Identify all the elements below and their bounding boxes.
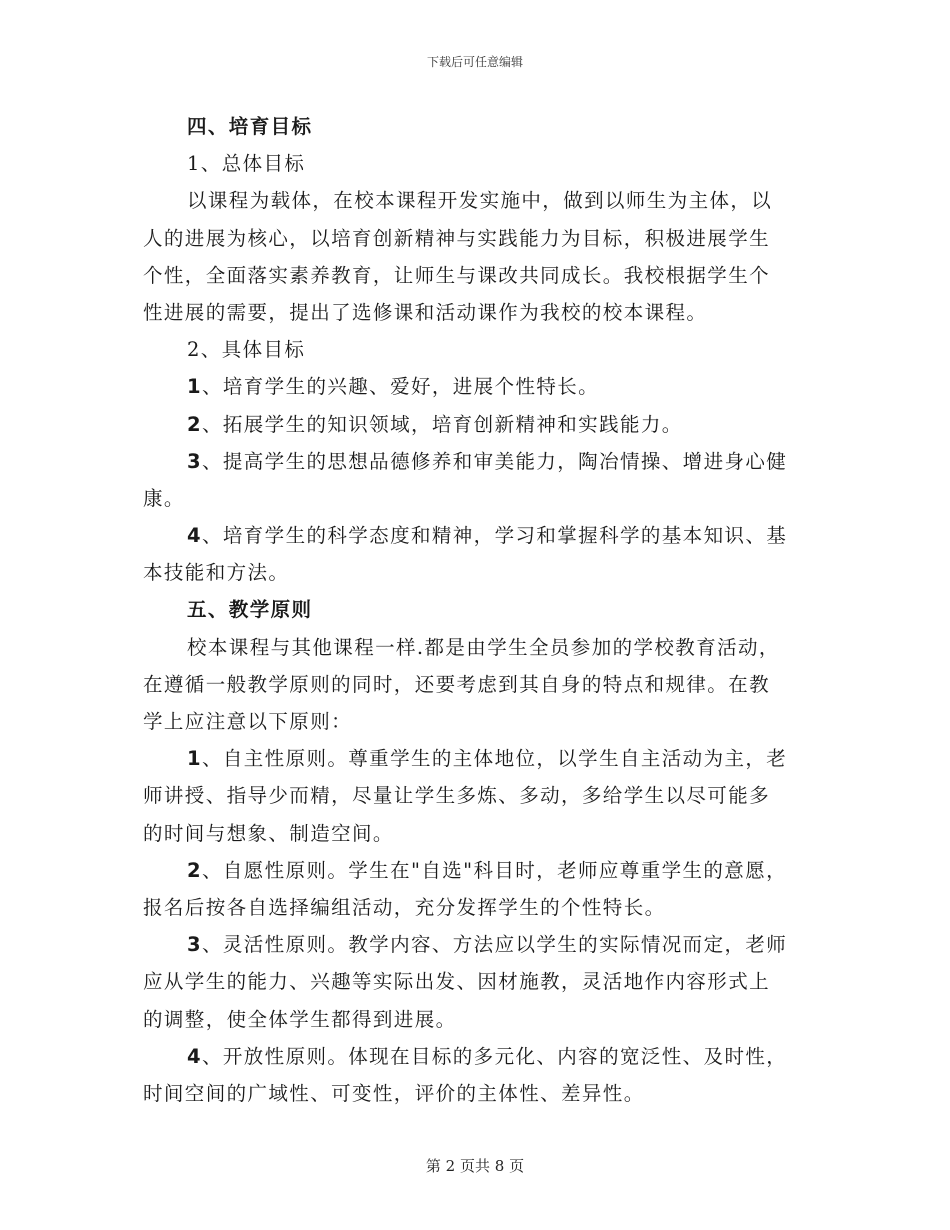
section-heading bbox=[143, 591, 811, 628]
paragraph-line bbox=[143, 1075, 811, 1112]
list-number: 3 bbox=[187, 933, 202, 957]
line-text: 学上应注意以下原则： bbox=[143, 710, 353, 733]
paragraph-line bbox=[143, 963, 811, 1000]
line-text: 个性，全面落实素养教育，让师生与课改共同成长。我校根据学生个 bbox=[143, 263, 771, 287]
line-text: 的调整，使全体学生都得到进展。 bbox=[143, 1007, 457, 1031]
paragraph-line bbox=[143, 889, 811, 926]
paragraph-line bbox=[143, 294, 811, 331]
paragraph-line bbox=[143, 368, 811, 405]
page-header: 下载后可任意编辑 bbox=[426, 55, 523, 69]
paragraph-line bbox=[143, 666, 811, 703]
line-text: 、培育学生的兴趣、爱好，进展个性特长。 bbox=[201, 375, 600, 399]
paragraph-line bbox=[143, 1001, 811, 1038]
line-text: 以课程为载体，在校本课程开发实施中，做到以师生为主体，以 bbox=[187, 189, 773, 213]
paragraph-line bbox=[143, 220, 811, 257]
document-body bbox=[143, 108, 811, 1112]
list-number: 1 bbox=[187, 375, 202, 399]
paragraph-line bbox=[143, 406, 811, 443]
line-text: 、自主性原则。尊重学生的主体地位，以学生自主活动为主，老 bbox=[201, 747, 788, 771]
line-text: 性进展的需要，提出了选修课和活动课作为我校的校本课程。 bbox=[143, 300, 708, 324]
line-text: 五、教学原则 bbox=[187, 598, 313, 622]
line-text: 报名后按各自选择编组活动，充分发挥学生的个性特长。 bbox=[143, 895, 666, 919]
paragraph-line bbox=[143, 145, 811, 182]
paragraph-line bbox=[143, 331, 811, 368]
line-text: 康。 bbox=[143, 486, 185, 510]
page-footer: 第 2 页共 8 页 bbox=[425, 1157, 525, 1175]
line-text: 本技能和方法。 bbox=[143, 561, 290, 585]
line-text: 、培育学生的科学态度和精神，学习和掌握科学的基本知识、基 bbox=[201, 524, 788, 548]
list-number: 3 bbox=[187, 449, 202, 473]
line-text: 1、总体目标 bbox=[187, 152, 306, 176]
line-text: 、灵活性原则。教学内容、方法应以学生的实际情况而定，老师 bbox=[201, 933, 788, 957]
paragraph-line bbox=[143, 740, 811, 777]
paragraph-line bbox=[143, 777, 811, 814]
paragraph-line bbox=[143, 926, 811, 963]
line-text: 、自愿性原则。学生在"自选"科目时，老师应尊重学生的意愿， bbox=[201, 858, 788, 882]
list-number: 4 bbox=[187, 1044, 202, 1068]
paragraph-line bbox=[143, 182, 811, 219]
paragraph-line bbox=[143, 815, 811, 852]
section-heading bbox=[143, 108, 811, 145]
paragraph-line bbox=[143, 443, 811, 480]
line-text: 2、具体目标 bbox=[187, 338, 306, 362]
paragraph-line bbox=[143, 629, 811, 666]
line-text: 校本课程与其他课程一样.都是由学生全员参加的学校教育活动， bbox=[187, 635, 780, 659]
paragraph-line bbox=[143, 554, 811, 591]
list-number: 2 bbox=[187, 858, 202, 882]
list-number: 4 bbox=[187, 524, 202, 548]
paragraph-line bbox=[143, 852, 811, 889]
line-text: 四、培育目标 bbox=[187, 115, 313, 138]
line-text: 人的进展为核心，以培育创新精神与实践能力为目标，积极进展学生 bbox=[143, 226, 771, 250]
line-text: 在遵循一般教学原则的同时，还要考虑到其自身的特点和规律。在教 bbox=[143, 672, 771, 696]
line-text: 、提高学生的思想品德修养和审美能力，陶冶情操、增进身心健 bbox=[201, 449, 788, 473]
paragraph-line bbox=[143, 703, 811, 740]
line-text: 、开放性原则。体现在目标的多元化、内容的宽泛性、及时性， bbox=[201, 1044, 788, 1068]
paragraph-line bbox=[143, 517, 811, 554]
line-text: 的时间与想象、制造空间。 bbox=[143, 821, 394, 845]
line-text: 师讲授、指导少而精，尽量让学生多炼、多动，多给学生以尽可能多 bbox=[143, 784, 771, 808]
line-text: 、拓展学生的知识领域，培育创新精神和实践能力。 bbox=[201, 412, 683, 436]
list-number: 2 bbox=[187, 412, 202, 436]
line-text: 时间空间的广域性、可变性，评价的主体性、差异性。 bbox=[143, 1081, 645, 1105]
line-text: 应从学生的能力、兴趣等实际出发、因材施教，灵活地作内容形式上 bbox=[143, 970, 771, 994]
paragraph-line bbox=[143, 1038, 811, 1075]
paragraph-line bbox=[143, 480, 811, 517]
paragraph-line bbox=[143, 257, 811, 294]
list-number: 1 bbox=[187, 747, 202, 771]
